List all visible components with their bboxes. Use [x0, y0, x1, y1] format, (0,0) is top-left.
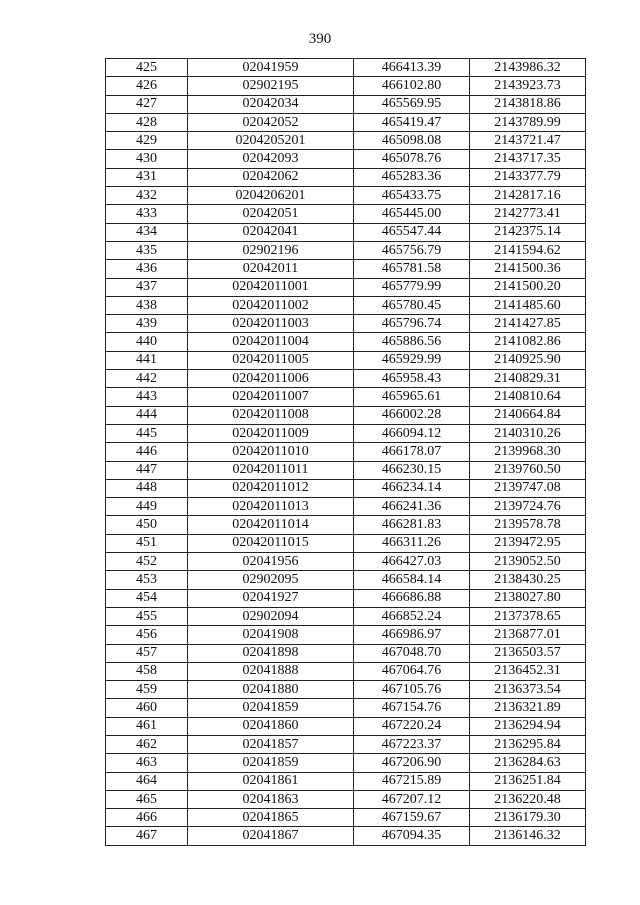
y-coordinate-cell: 2143923.73 — [470, 77, 586, 95]
point-code-cell: 02042011014 — [188, 516, 354, 534]
row-index-cell: 434 — [106, 223, 188, 241]
table-row — [106, 790, 586, 808]
x-coordinate-cell: 467215.89 — [354, 772, 470, 790]
x-coordinate-cell: 466002.28 — [354, 406, 470, 424]
row-index-cell: 460 — [106, 699, 188, 717]
point-code-cell: 02042041 — [188, 223, 354, 241]
row-index-cell: 431 — [106, 168, 188, 186]
x-coordinate-cell: 466427.03 — [354, 553, 470, 571]
y-coordinate-cell: 2138430.25 — [470, 571, 586, 589]
x-coordinate-cell: 465433.75 — [354, 187, 470, 205]
table-row — [106, 333, 586, 351]
table-row — [106, 607, 586, 625]
table-row — [106, 827, 586, 845]
table-row — [106, 443, 586, 461]
table-row — [106, 296, 586, 314]
point-code-cell: 02042062 — [188, 168, 354, 186]
x-coordinate-cell: 465547.44 — [354, 223, 470, 241]
y-coordinate-cell: 2142817.16 — [470, 187, 586, 205]
table-row — [106, 498, 586, 516]
y-coordinate-cell: 2138027.80 — [470, 589, 586, 607]
x-coordinate-cell: 465958.43 — [354, 370, 470, 388]
y-coordinate-cell: 2136251.84 — [470, 772, 586, 790]
y-coordinate-cell: 2143721.47 — [470, 132, 586, 150]
y-coordinate-cell: 2136295.84 — [470, 735, 586, 753]
point-code-cell: 02041927 — [188, 589, 354, 607]
point-code-cell: 02042011008 — [188, 406, 354, 424]
x-coordinate-cell: 466102.80 — [354, 77, 470, 95]
point-code-cell: 02042011010 — [188, 443, 354, 461]
y-coordinate-cell: 2139578.78 — [470, 516, 586, 534]
coordinates-table-body — [106, 59, 586, 846]
point-code-cell: 02902094 — [188, 607, 354, 625]
table-row — [106, 406, 586, 424]
row-index-cell: 467 — [106, 827, 188, 845]
point-code-cell: 02042011005 — [188, 351, 354, 369]
x-coordinate-cell: 466234.14 — [354, 479, 470, 497]
point-code-cell: 02042011001 — [188, 278, 354, 296]
table-row — [106, 187, 586, 205]
row-index-cell: 465 — [106, 790, 188, 808]
y-coordinate-cell: 2136284.63 — [470, 754, 586, 772]
table-row — [106, 260, 586, 278]
table-row — [106, 113, 586, 131]
y-coordinate-cell: 2136321.89 — [470, 699, 586, 717]
x-coordinate-cell: 467064.76 — [354, 662, 470, 680]
x-coordinate-cell: 466094.12 — [354, 424, 470, 442]
row-index-cell: 452 — [106, 553, 188, 571]
point-code-cell: 02041863 — [188, 790, 354, 808]
x-coordinate-cell: 466311.26 — [354, 534, 470, 552]
row-index-cell: 454 — [106, 589, 188, 607]
x-coordinate-cell: 465419.47 — [354, 113, 470, 131]
point-code-cell: 02041898 — [188, 644, 354, 662]
x-coordinate-cell: 467094.35 — [354, 827, 470, 845]
y-coordinate-cell: 2136877.01 — [470, 626, 586, 644]
point-code-cell: 02041959 — [188, 59, 354, 77]
row-index-cell: 437 — [106, 278, 188, 296]
y-coordinate-cell: 2140664.84 — [470, 406, 586, 424]
x-coordinate-cell: 465283.36 — [354, 168, 470, 186]
row-index-cell: 453 — [106, 571, 188, 589]
point-code-cell: 02041860 — [188, 717, 354, 735]
x-coordinate-cell: 466584.14 — [354, 571, 470, 589]
point-code-cell: 02902196 — [188, 241, 354, 259]
point-code-cell: 02042051 — [188, 205, 354, 223]
x-coordinate-cell: 467159.67 — [354, 809, 470, 827]
table-row — [106, 315, 586, 333]
x-coordinate-cell: 465445.00 — [354, 205, 470, 223]
point-code-cell: 0204206201 — [188, 187, 354, 205]
point-code-cell: 02041865 — [188, 809, 354, 827]
point-code-cell: 02041908 — [188, 626, 354, 644]
y-coordinate-cell: 2139052.50 — [470, 553, 586, 571]
row-index-cell: 462 — [106, 735, 188, 753]
table-row — [106, 150, 586, 168]
row-index-cell: 433 — [106, 205, 188, 223]
x-coordinate-cell: 465780.45 — [354, 296, 470, 314]
y-coordinate-cell: 2141427.85 — [470, 315, 586, 333]
x-coordinate-cell: 467223.37 — [354, 735, 470, 753]
y-coordinate-cell: 2137378.65 — [470, 607, 586, 625]
x-coordinate-cell: 466281.83 — [354, 516, 470, 534]
y-coordinate-cell: 2139760.50 — [470, 461, 586, 479]
row-index-cell: 464 — [106, 772, 188, 790]
y-coordinate-cell: 2136146.32 — [470, 827, 586, 845]
y-coordinate-cell: 2143818.86 — [470, 95, 586, 113]
point-code-cell: 02041888 — [188, 662, 354, 680]
x-coordinate-cell: 465078.76 — [354, 150, 470, 168]
table-row — [106, 717, 586, 735]
x-coordinate-cell: 467105.76 — [354, 681, 470, 699]
table-row — [106, 534, 586, 552]
table-row — [106, 589, 586, 607]
table-row — [106, 479, 586, 497]
y-coordinate-cell: 2143789.99 — [470, 113, 586, 131]
y-coordinate-cell: 2143717.35 — [470, 150, 586, 168]
row-index-cell: 457 — [106, 644, 188, 662]
row-index-cell: 441 — [106, 351, 188, 369]
y-coordinate-cell: 2136503.57 — [470, 644, 586, 662]
row-index-cell: 461 — [106, 717, 188, 735]
y-coordinate-cell: 2140810.64 — [470, 388, 586, 406]
table-row — [106, 644, 586, 662]
x-coordinate-cell: 466230.15 — [354, 461, 470, 479]
point-code-cell: 02042011012 — [188, 479, 354, 497]
row-index-cell: 436 — [106, 260, 188, 278]
page-number: 390 — [308, 31, 332, 47]
row-index-cell: 459 — [106, 681, 188, 699]
point-code-cell: 02041857 — [188, 735, 354, 753]
row-index-cell: 429 — [106, 132, 188, 150]
point-code-cell: 02041867 — [188, 827, 354, 845]
row-index-cell: 427 — [106, 95, 188, 113]
point-code-cell: 02042011015 — [188, 534, 354, 552]
table-row — [106, 662, 586, 680]
row-index-cell: 458 — [106, 662, 188, 680]
table-row — [106, 351, 586, 369]
table-row — [106, 424, 586, 442]
row-index-cell: 425 — [106, 59, 188, 77]
point-code-cell: 02042011013 — [188, 498, 354, 516]
table-row — [106, 754, 586, 772]
row-index-cell: 451 — [106, 534, 188, 552]
x-coordinate-cell: 465929.99 — [354, 351, 470, 369]
y-coordinate-cell: 2143377.79 — [470, 168, 586, 186]
table-row — [106, 205, 586, 223]
x-coordinate-cell: 467220.24 — [354, 717, 470, 735]
x-coordinate-cell: 465781.58 — [354, 260, 470, 278]
row-index-cell: 439 — [106, 315, 188, 333]
x-coordinate-cell: 465779.99 — [354, 278, 470, 296]
row-index-cell: 444 — [106, 406, 188, 424]
row-index-cell: 449 — [106, 498, 188, 516]
x-coordinate-cell: 465886.56 — [354, 333, 470, 351]
y-coordinate-cell: 2136220.48 — [470, 790, 586, 808]
table-row — [106, 370, 586, 388]
table-row — [106, 699, 586, 717]
table-row — [106, 681, 586, 699]
x-coordinate-cell: 466986.97 — [354, 626, 470, 644]
table-row — [106, 772, 586, 790]
table-row — [106, 241, 586, 259]
row-index-cell: 447 — [106, 461, 188, 479]
point-code-cell: 0204205201 — [188, 132, 354, 150]
point-code-cell: 02041861 — [188, 772, 354, 790]
point-code-cell: 02042011 — [188, 260, 354, 278]
row-index-cell: 463 — [106, 754, 188, 772]
y-coordinate-cell: 2141500.36 — [470, 260, 586, 278]
y-coordinate-cell: 2140829.31 — [470, 370, 586, 388]
row-index-cell: 430 — [106, 150, 188, 168]
x-coordinate-cell: 467207.12 — [354, 790, 470, 808]
row-index-cell: 448 — [106, 479, 188, 497]
table-row — [106, 132, 586, 150]
x-coordinate-cell: 466241.36 — [354, 498, 470, 516]
table-row — [106, 461, 586, 479]
point-code-cell: 02042011007 — [188, 388, 354, 406]
table-row — [106, 223, 586, 241]
point-code-cell: 02042052 — [188, 113, 354, 131]
table-row — [106, 571, 586, 589]
y-coordinate-cell: 2136373.54 — [470, 681, 586, 699]
row-index-cell: 466 — [106, 809, 188, 827]
point-code-cell: 02041859 — [188, 754, 354, 772]
row-index-cell: 445 — [106, 424, 188, 442]
x-coordinate-cell: 467206.90 — [354, 754, 470, 772]
table-row — [106, 95, 586, 113]
table-row — [106, 626, 586, 644]
x-coordinate-cell: 467154.76 — [354, 699, 470, 717]
x-coordinate-cell: 465796.74 — [354, 315, 470, 333]
y-coordinate-cell: 2139724.76 — [470, 498, 586, 516]
table-row — [106, 735, 586, 753]
point-code-cell: 02041859 — [188, 699, 354, 717]
row-index-cell: 450 — [106, 516, 188, 534]
row-index-cell: 435 — [106, 241, 188, 259]
y-coordinate-cell: 2142773.41 — [470, 205, 586, 223]
row-index-cell: 440 — [106, 333, 188, 351]
row-index-cell: 443 — [106, 388, 188, 406]
row-index-cell: 456 — [106, 626, 188, 644]
y-coordinate-cell: 2141594.62 — [470, 241, 586, 259]
y-coordinate-cell: 2136294.94 — [470, 717, 586, 735]
y-coordinate-cell: 2136179.30 — [470, 809, 586, 827]
point-code-cell: 02042011002 — [188, 296, 354, 314]
table-row — [106, 553, 586, 571]
row-index-cell: 438 — [106, 296, 188, 314]
point-code-cell: 02042011004 — [188, 333, 354, 351]
point-code-cell: 02042011009 — [188, 424, 354, 442]
x-coordinate-cell: 467048.70 — [354, 644, 470, 662]
row-index-cell: 426 — [106, 77, 188, 95]
x-coordinate-cell: 465569.95 — [354, 95, 470, 113]
point-code-cell: 02042011003 — [188, 315, 354, 333]
table-row — [106, 516, 586, 534]
x-coordinate-cell: 466178.07 — [354, 443, 470, 461]
point-code-cell: 02042011006 — [188, 370, 354, 388]
y-coordinate-cell: 2136452.31 — [470, 662, 586, 680]
y-coordinate-cell: 2139747.08 — [470, 479, 586, 497]
x-coordinate-cell: 466413.39 — [354, 59, 470, 77]
y-coordinate-cell: 2141485.60 — [470, 296, 586, 314]
point-code-cell: 02041956 — [188, 553, 354, 571]
y-coordinate-cell: 2140925.90 — [470, 351, 586, 369]
point-code-cell: 02042011011 — [188, 461, 354, 479]
point-code-cell: 02902195 — [188, 77, 354, 95]
y-coordinate-cell: 2142375.14 — [470, 223, 586, 241]
x-coordinate-cell: 465098.08 — [354, 132, 470, 150]
x-coordinate-cell: 466686.88 — [354, 589, 470, 607]
row-index-cell: 428 — [106, 113, 188, 131]
row-index-cell: 442 — [106, 370, 188, 388]
table-row — [106, 59, 586, 77]
row-index-cell: 446 — [106, 443, 188, 461]
table-row — [106, 168, 586, 186]
y-coordinate-cell: 2141082.86 — [470, 333, 586, 351]
x-coordinate-cell: 466852.24 — [354, 607, 470, 625]
row-index-cell: 432 — [106, 187, 188, 205]
y-coordinate-cell: 2139968.30 — [470, 443, 586, 461]
table-row — [106, 77, 586, 95]
x-coordinate-cell: 465756.79 — [354, 241, 470, 259]
y-coordinate-cell: 2140310.26 — [470, 424, 586, 442]
point-code-cell: 02041880 — [188, 681, 354, 699]
row-index-cell: 455 — [106, 607, 188, 625]
table-row — [106, 809, 586, 827]
coordinates-table — [105, 58, 586, 846]
table-row — [106, 278, 586, 296]
y-coordinate-cell: 2143986.32 — [470, 59, 586, 77]
table-row — [106, 388, 586, 406]
point-code-cell: 02902095 — [188, 571, 354, 589]
y-coordinate-cell: 2141500.20 — [470, 278, 586, 296]
point-code-cell: 02042093 — [188, 150, 354, 168]
point-code-cell: 02042034 — [188, 95, 354, 113]
x-coordinate-cell: 465965.61 — [354, 388, 470, 406]
y-coordinate-cell: 2139472.95 — [470, 534, 586, 552]
